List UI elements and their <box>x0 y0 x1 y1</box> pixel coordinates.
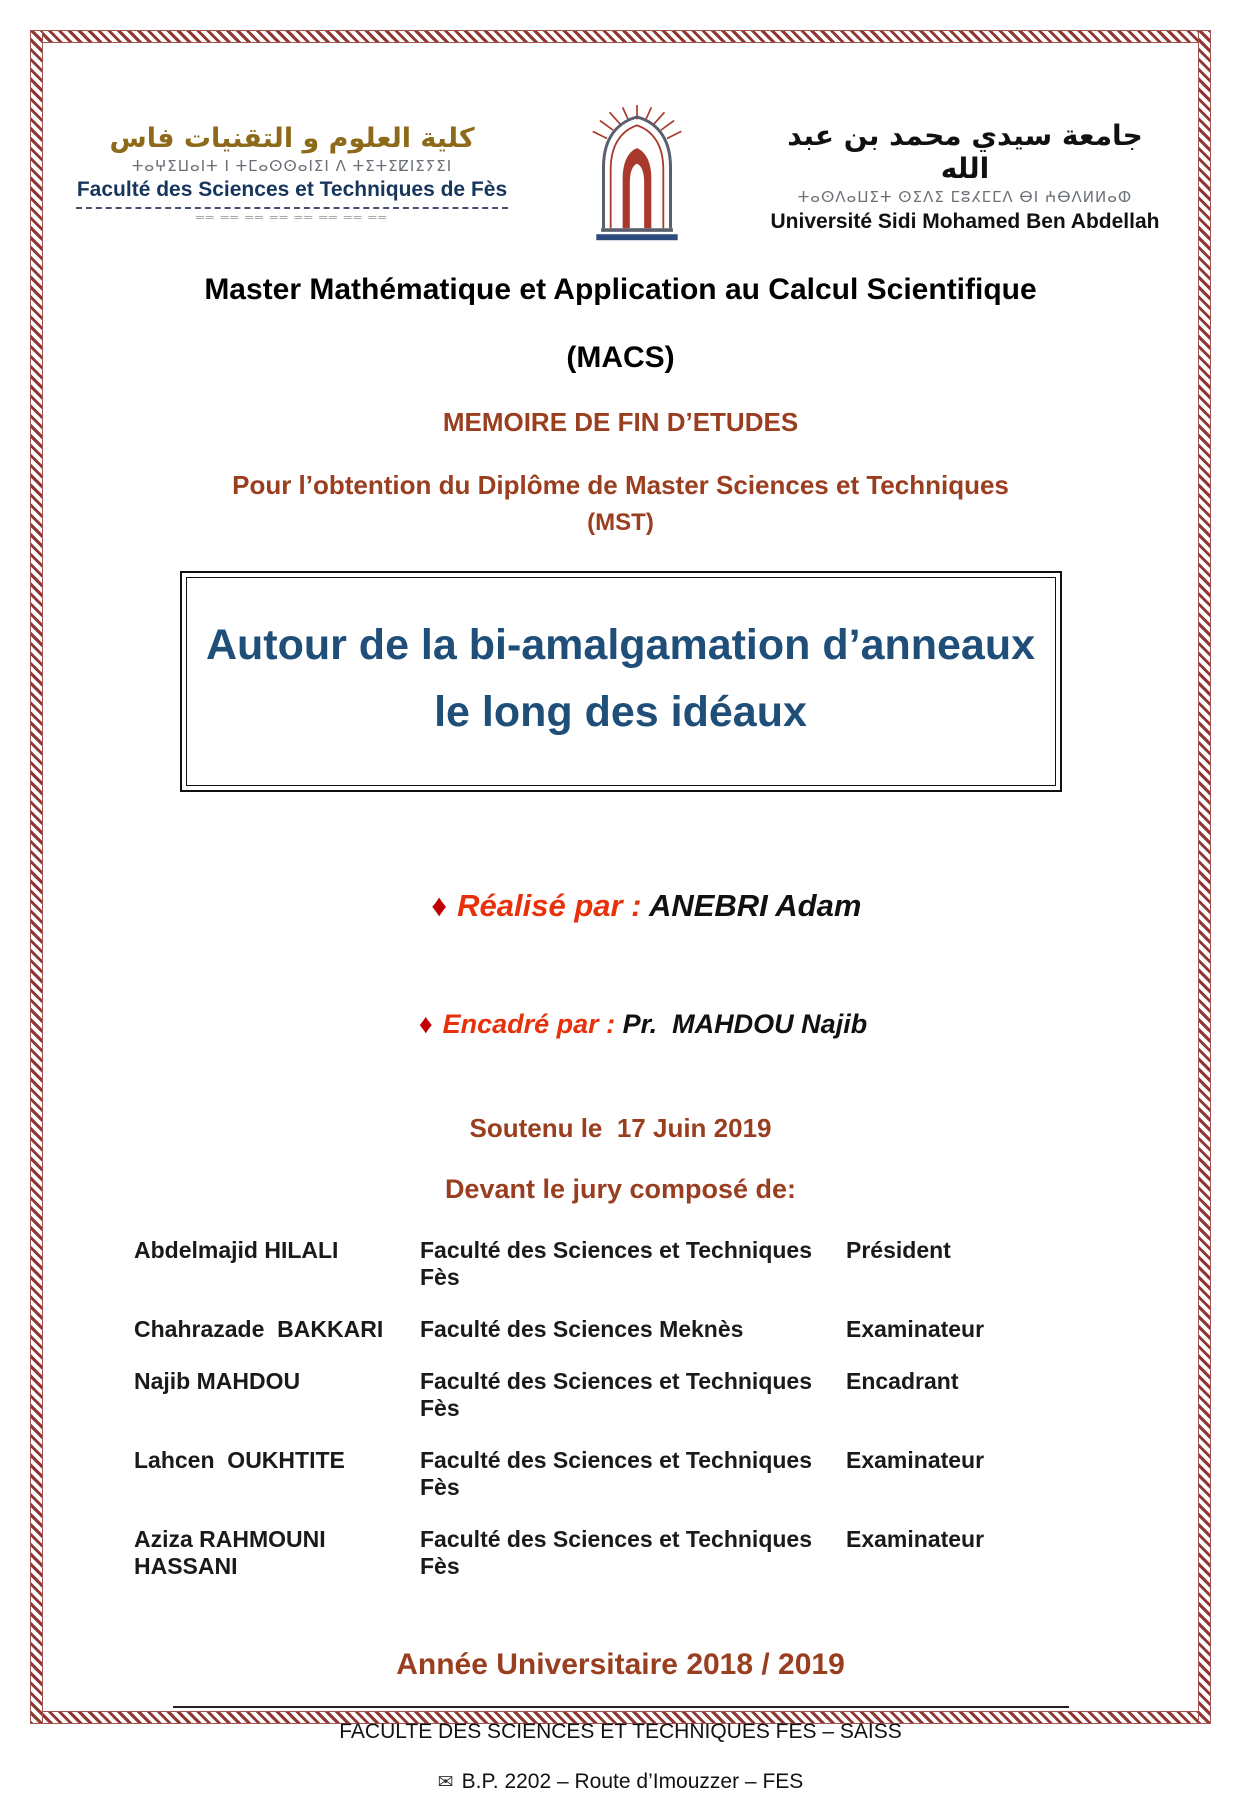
program-acronym: (MACS) <box>566 341 675 374</box>
university-emblem-logo <box>576 105 698 245</box>
faculty-block <box>76 105 508 224</box>
thesis-title <box>205 612 1037 745</box>
jury-table <box>134 1237 1183 1580</box>
faculty-arabic-name: كلية العلوم و التقنيات فاس <box>109 123 475 154</box>
jury-heading: Devant le jury composé de: <box>444 1174 797 1205</box>
faculty-tifinagh-name: ⵜⴰⵖⵉⵡⴰⵏⵜ ⵏ ⵜⵎⴰⵙⵙⴰⵏⵉⵏ ⴷ ⵜⵉⵜⵉⵇⵏⵉⵢⵉⵏ <box>131 157 453 175</box>
jury-member-affiliation: Faculté des Sciences et Techniques Fès <box>420 1237 819 1291</box>
jury-row <box>134 1526 1183 1580</box>
footer-address-text: B.P. 2202 – Route d’Imouzzer – FES <box>461 1770 804 1794</box>
logo-block <box>562 105 712 245</box>
thesis-title-line1: Autour de la bi-amalgamation d’anneaux <box>205 621 1036 669</box>
author-name: ANEBRI Adam <box>648 888 862 924</box>
diamond-bullet-icon: ♦ <box>431 888 448 924</box>
jury-member-affiliation: Faculté des Sciences et Techniques Fès <box>420 1447 819 1501</box>
jury-member-affiliation: Faculté des Sciences et Techniques Fès <box>420 1526 819 1580</box>
jury-member-name: Abdelmajid HILALI <box>134 1237 339 1264</box>
supervisor-name: Pr. MAHDOU Najib <box>622 1009 868 1040</box>
jury-member-name: Aziza RAHMOUNI HASSANI <box>134 1526 333 1580</box>
jury-row <box>134 1316 1183 1343</box>
memoire-heading: MEMOIRE DE FIN D’ETUDES <box>442 407 799 437</box>
jury-row <box>134 1368 1183 1422</box>
defense-date: Soutenu le 17 Juin 2019 <box>469 1113 772 1144</box>
realise-label: Réalisé par : <box>457 888 649 924</box>
jury-member-role: Examinateur <box>846 1447 985 1474</box>
realise-line <box>58 852 1183 960</box>
faculty-separator-glyphs: ══ ══ ══ ══ ══ ══ ══ ══ <box>195 212 389 224</box>
jury-member-role: Encadrant <box>846 1368 959 1395</box>
footer-faculty: FACULTE DES SCIENCES ET TECHNIQUES FES – SAISS <box>339 1720 902 1744</box>
university-tifinagh-name: ⵜⴰⵙⴷⴰⵡⵉⵜ ⵙⵉⴷⵉ ⵎⵓⵃⵎⵎⴷ ⴱⵏ ⵄⴱⴷⵍⵍⴰⵀ <box>797 188 1133 206</box>
thesis-title-box <box>180 571 1062 792</box>
purpose-acronym: (MST) <box>587 509 654 536</box>
ornamental-border-right <box>1198 30 1211 1724</box>
encadre-line <box>58 978 1183 1071</box>
jury-member-name: Najib MAHDOU <box>134 1368 301 1395</box>
footer-address <box>58 1770 1183 1794</box>
program-title: Master Mathématique et Application au Calcul Scientifique <box>204 273 1037 306</box>
thesis-title-line2: le long des idéaux <box>434 687 807 736</box>
jury-member-role: Examinateur <box>846 1316 985 1343</box>
jury-member-name: Lahcen OUKHTITE <box>134 1447 345 1474</box>
jury-member-role: Président <box>846 1237 951 1264</box>
footer-divider <box>173 1706 1069 1708</box>
jury-row <box>134 1447 1183 1501</box>
purpose-heading: Pour l’obtention du Diplôme de Master Sciences et Techniques <box>232 470 1009 500</box>
jury-row <box>134 1237 1183 1291</box>
ornamental-border-top <box>30 30 1211 43</box>
academic-year: Année Universitaire 2018 / 2019 <box>396 1648 845 1682</box>
institution-header <box>76 105 1165 245</box>
university-latin-name: Université Sidi Mohamed Ben Abdellah <box>770 210 1160 233</box>
university-block <box>765 105 1165 234</box>
university-arabic-name: جامعة سيدي محمد بن عبد الله <box>787 119 1143 185</box>
jury-member-name: Chahrazade BAKKARI <box>134 1316 384 1343</box>
page-content <box>58 43 1183 1794</box>
thesis-title-box-inner <box>186 577 1056 786</box>
jury-member-role: Examinateur <box>846 1526 985 1553</box>
diamond-bullet-icon: ♦ <box>418 1009 433 1040</box>
ornamental-border-left <box>30 30 43 1724</box>
jury-member-affiliation: Faculté des Sciences Meknès <box>420 1316 744 1343</box>
encadre-label: Encadré par : <box>442 1009 623 1040</box>
mail-icon: ✉ <box>437 1772 454 1794</box>
faculty-latin-name: Faculté des Sciences et Techniques de Fès <box>76 178 508 209</box>
jury-member-affiliation: Faculté des Sciences et Techniques Fès <box>420 1368 819 1422</box>
